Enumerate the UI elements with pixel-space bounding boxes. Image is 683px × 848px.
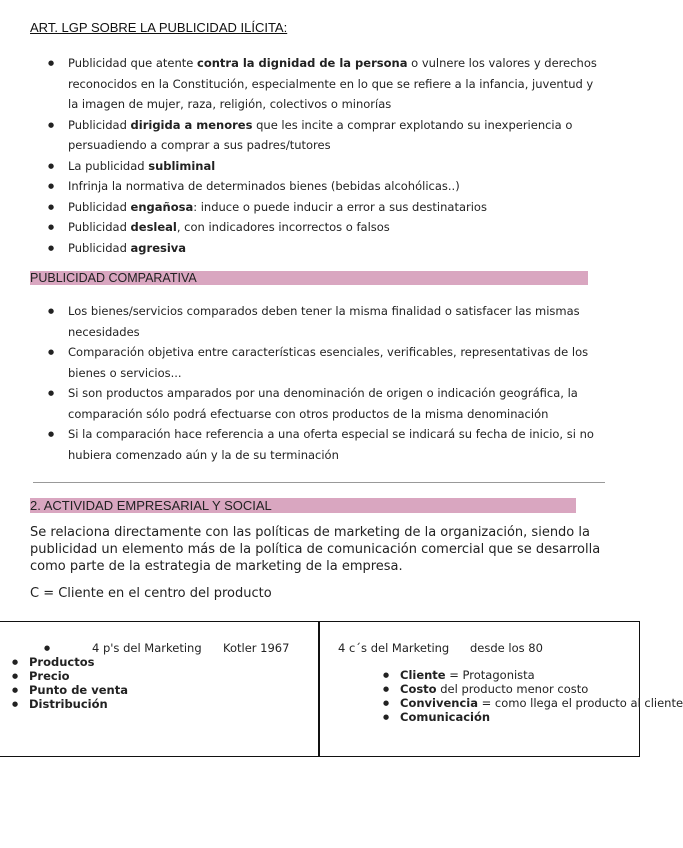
list-item: ● Distribución xyxy=(9,697,128,711)
bullet-icon: ● xyxy=(44,644,51,652)
section-heading-business-activity: 2. ACTIVIDAD EMPRESARIAL Y SOCIAL xyxy=(30,498,576,513)
list-item: ● Infrinja la normativa de determinados bienes (bebidas alcohólicas..) xyxy=(30,176,605,197)
list-item: ● Si son productos amparados por una denominación de origen o indicación geográfica, la comparación sólo podrá efectuarse con otros productos de la misma denominación xyxy=(30,383,610,424)
four-ps-list xyxy=(9,655,128,711)
list-item: ● Punto de venta xyxy=(9,683,128,697)
list-item: ● Publicidad que atente contra la dignidad de la persona o vulnere los valores y derechos reconocidos en la Constitución, especialmente en lo que se refiere a la infancia, juventud y la imagen de mujer, raza, religión, colectivos o minorías xyxy=(30,53,605,115)
business-activity-paragraph: Se relaciona directamente con las políticas de marketing de la organización, siendo la publicidad un elemento más de la política de comunicación comercial que se desarrolla como parte de la estrategia de marketing de la empresa. xyxy=(30,525,601,574)
four-cs-title: 4 c´s del Marketing xyxy=(338,641,450,655)
comparative-advertising-list xyxy=(30,301,610,465)
list-item: ● Convivencia = como llega el producto al cliente xyxy=(380,696,683,710)
list-item: ● Comparación objetiva entre características esenciales, verificables, representativas de los bienes o servicios... xyxy=(30,342,610,383)
list-item: ● La publicidad subliminal xyxy=(30,156,605,177)
list-item: ● Cliente = Protagonista xyxy=(380,668,683,682)
four-cs-clip xyxy=(380,668,683,748)
marketing-comparison-table xyxy=(0,621,683,757)
section-heading-illicit-advertising: ART. LGP SOBRE LA PUBLICIDAD ILÍCITA: xyxy=(30,20,288,35)
list-item: ● Comunicación xyxy=(380,710,683,724)
four-cs-list xyxy=(380,668,683,724)
customer-center-note: C = Cliente en el centro del producto xyxy=(30,586,272,601)
list-item: ● Publicidad agresiva xyxy=(30,238,605,259)
list-item: ● Publicidad dirigida a menores que les incite a comprar explotando su inexperiencia o persuadiendo a comprar a sus padres/tutores xyxy=(30,115,605,156)
list-item: ● Precio xyxy=(9,669,128,683)
illicit-advertising-list xyxy=(30,53,605,258)
list-item: ● Si la comparación hace referencia a una oferta especial se indicará su fecha de inicio, si no hubiera comenzado aún y la de su terminación xyxy=(30,424,610,465)
list-item: ● Productos xyxy=(9,655,128,669)
list-item: ● Publicidad engañosa: induce o puede inducir a error a sus destinatarios xyxy=(30,197,605,218)
four-ps-title: 4 p's del Marketing xyxy=(92,641,202,655)
list-item: ● Publicidad desleal, con indicadores incorrectos o falsos xyxy=(30,217,605,238)
section-heading-comparative: PUBLICIDAD COMPARATIVA xyxy=(30,271,588,285)
four-cs-since: desde los 80 xyxy=(470,641,543,655)
table-divider xyxy=(318,622,320,756)
horizontal-divider xyxy=(33,482,605,483)
four-ps-author: Kotler 1967 xyxy=(223,641,290,655)
list-item: ● Los bienes/servicios comparados deben tener la misma finalidad o satisfacer las mismas necesidades xyxy=(30,301,610,342)
list-item: ● Costo del producto menor costo xyxy=(380,682,683,696)
